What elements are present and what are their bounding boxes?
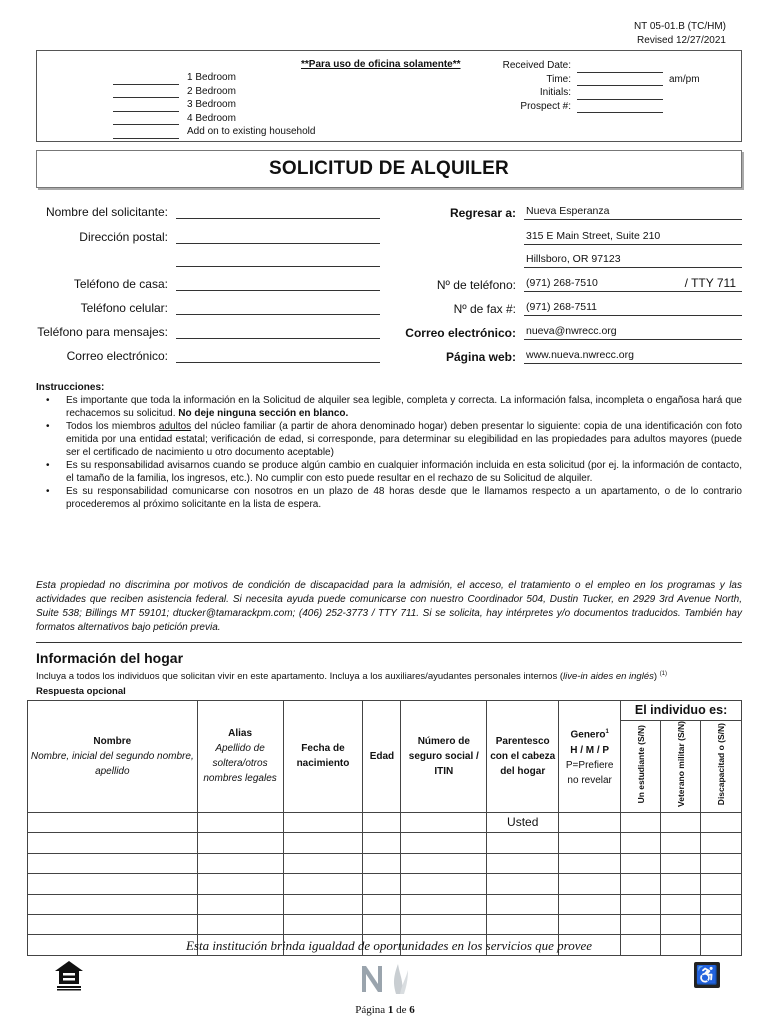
- cell-input[interactable]: [661, 874, 701, 894]
- cell-input[interactable]: [28, 833, 198, 853]
- office-use-label: **Para uso de oficina solamente**: [301, 59, 461, 70]
- table-row: [28, 894, 742, 914]
- table-row: [28, 853, 742, 873]
- household-description: Incluya a todos los individuos que solicitan vivir en este apartamento. Incluya a los auxiliares/ayudantes personales internos (live-in aides en inglés) $^{(1)}$: [36, 671, 668, 683]
- cell-input[interactable]: [701, 833, 742, 853]
- cell-input[interactable]: [621, 894, 661, 914]
- room-blank[interactable]: [113, 87, 179, 98]
- return-web: www.nueva.nwrecc.org: [524, 347, 742, 364]
- household-rows: [28, 812, 742, 955]
- individual-header: El individuo es:: [621, 701, 742, 721]
- room-option: 2 Bedroom: [113, 85, 315, 99]
- return-fax: (971) 268-7511: [524, 299, 742, 316]
- table-row: [28, 812, 742, 832]
- col-relationship: Parentesco con el cabeza del hogar: [487, 701, 559, 813]
- cell-input[interactable]: [487, 874, 559, 894]
- cell-input[interactable]: [661, 894, 701, 914]
- cell-input[interactable]: [401, 874, 487, 894]
- col-alias: Alias Apellido de soltera/otros nombres legales: [197, 701, 283, 813]
- return-org: Nueva Esperanza: [524, 203, 742, 220]
- cell-input[interactable]: [621, 914, 661, 934]
- cell-input[interactable]: [28, 812, 198, 832]
- equal-housing-icon: [52, 958, 86, 992]
- col-name: Nombre Nombre, inicial del segundo nombre, apellido: [28, 701, 198, 813]
- applicant-name-row: Nombre del solicitante:: [36, 204, 380, 219]
- prospect-field[interactable]: [577, 102, 663, 113]
- cell-input[interactable]: [283, 812, 363, 832]
- cell-input[interactable]: [661, 812, 701, 832]
- col-ssn: Número de seguro social / ITIN: [401, 701, 487, 813]
- return-city-row: [390, 251, 742, 268]
- cell-input[interactable]: [28, 853, 198, 873]
- return-email-row: Correo electrónico: nueva@nwrecc.org: [390, 323, 742, 340]
- cell-input[interactable]: [401, 812, 487, 832]
- room-option: Add on to existing household: [113, 125, 315, 139]
- cell-input[interactable]: [559, 914, 621, 934]
- instructions: [36, 381, 742, 511]
- nondiscrimination-statement: Esta propiedad no discrimina por motivos de condición de discapacidad para la admisión, el acceso, el tratamiento o el empleo en los programas y las actividades que reciben asistencia federal. Si necesita ayuda puede comunicarse con nuestro Coordinador 504, Dustin Tucker, en 2929 3rd Avenue North, Suite 538; Billings MT 59101; dtucker@tamarackpm.com; (406) 252-3773 / TTY 711. Si se solicita, hay intérpretes y/o documentos traducidos. También hay formatos alternativos bajo petición previa.: [36, 580, 742, 633]
- cell-input[interactable]: [401, 853, 487, 873]
- cell-input[interactable]: [283, 853, 363, 873]
- col-dob: Fecha de nacimiento: [283, 701, 363, 813]
- equal-opportunity-statement: Esta institución brinda igualdad de oportunidades en los servicios que provee: [185, 938, 593, 953]
- return-to-row: Regresar a: Nueva Esperanza: [390, 203, 742, 220]
- return-city: Hillsboro, OR 97123: [524, 251, 742, 268]
- optional-note: Respuesta opcional: [36, 686, 126, 697]
- cell-input[interactable]: [621, 812, 661, 832]
- cell-input[interactable]: [283, 833, 363, 853]
- cell-input[interactable]: [197, 812, 283, 832]
- table-row: [28, 833, 742, 853]
- room-option: 1 Bedroom: [113, 71, 315, 85]
- room-option: 3 Bedroom: [113, 98, 315, 112]
- cell-input[interactable]: [401, 833, 487, 853]
- cell-input[interactable]: [363, 812, 401, 832]
- email-row: Correo electrónico:: [36, 348, 380, 363]
- title-bar: [36, 150, 742, 188]
- instruction-item: • Es importante que toda la información en la Solicitud de alquiler sea legible, completa y correcta. La información falsa, incompleta o engañosa hará que rechacemos su solicitud. No deje ninguna sección en blanco.: [66, 394, 742, 420]
- address-field-2[interactable]: [176, 252, 380, 267]
- return-web-row: Página web: www.nueva.nwrecc.org: [390, 347, 742, 364]
- table-row: [28, 874, 742, 894]
- room-blank[interactable]: [113, 74, 179, 85]
- revision-date: Revised 12/27/2021: [637, 35, 726, 46]
- cell-input[interactable]: [701, 853, 742, 873]
- instructions-list: [36, 394, 742, 511]
- home-phone-field[interactable]: [176, 276, 380, 291]
- message-phone-field[interactable]: [176, 324, 380, 339]
- cell-input[interactable]: [197, 853, 283, 873]
- cell-input[interactable]: [559, 894, 621, 914]
- room-options: [113, 71, 315, 139]
- instruction-item: • Es su responsabilidad avisarnos cuando se produce algún cambio en cualquier información incluida en esta solicitud (por ej. la información de contacto, el tamaño de la familia, los ingresos, etc.). No cumplir con esto puede resultar en el rechazo de su Solicitud de alquiler.: [66, 459, 742, 485]
- cell-input[interactable]: [701, 874, 742, 894]
- household-title: Información del hogar: [36, 650, 184, 666]
- cell-input[interactable]: [621, 853, 661, 873]
- document-code: NT 05-01.B (TC/HM): [633, 21, 726, 32]
- cell-phone-row: Teléfono celular:: [36, 300, 380, 315]
- cell-input[interactable]: [559, 812, 621, 832]
- cell-input[interactable]: [197, 874, 283, 894]
- tty-label: / TTY 711: [684, 276, 736, 290]
- return-email: nueva@nwrecc.org: [524, 323, 742, 340]
- col-gender: Genero$^1$ H / M / P P=Prefiere no revelar: [559, 701, 621, 813]
- divider: [36, 642, 742, 643]
- relationship-self: Usted: [487, 812, 559, 832]
- cell-input[interactable]: [363, 833, 401, 853]
- company-logo-icon: [356, 958, 414, 998]
- email-field[interactable]: [176, 348, 380, 363]
- time-field[interactable]: [577, 75, 663, 86]
- cell-input[interactable]: [559, 874, 621, 894]
- cell-input[interactable]: [487, 914, 559, 934]
- cell-input[interactable]: [283, 914, 363, 934]
- cell-input[interactable]: [283, 874, 363, 894]
- home-phone-row: Teléfono de casa:: [36, 276, 380, 291]
- cell-input[interactable]: [487, 894, 559, 914]
- instruction-item: • Es su responsabilidad comunicarse con nosotros en un plazo de 48 horas desde que le llamamos respecto a un apartamento, o de lo contrario procederemos al próximo solicitante en la lista de espera.: [66, 485, 742, 511]
- cell-input[interactable]: [559, 833, 621, 853]
- cell-input[interactable]: [283, 894, 363, 914]
- message-phone-row: Teléfono para mensajes:: [36, 324, 380, 339]
- initials-field[interactable]: [577, 89, 663, 100]
- return-street: 315 E Main Street, Suite 210: [524, 228, 742, 245]
- cell-input[interactable]: [621, 833, 661, 853]
- cell-input[interactable]: [661, 833, 701, 853]
- room-option: 4 Bedroom: [113, 112, 315, 126]
- cell-phone-field[interactable]: [176, 300, 380, 315]
- room-blank[interactable]: [113, 114, 179, 125]
- cell-input[interactable]: [363, 874, 401, 894]
- return-phone: (971) 268-7510 / TTY 711: [524, 275, 742, 292]
- applicant-name-field[interactable]: [176, 204, 380, 219]
- office-use-box: [36, 50, 742, 142]
- col-disability: Discapacitad o (S/N): [701, 721, 742, 813]
- cell-input[interactable]: [401, 914, 487, 934]
- cell-input[interactable]: [363, 853, 401, 873]
- return-fax-row: Nº de fax #: (971) 268-7511: [390, 299, 742, 316]
- room-blank[interactable]: [113, 128, 179, 139]
- wheelchair-accessible-icon: ♿: [694, 962, 720, 988]
- address-row-2: [36, 252, 380, 267]
- address-field-1[interactable]: [176, 229, 380, 244]
- received-fields: Received Date: Time: am/pm Initials: Prospect #:: [502, 60, 700, 112]
- cell-input[interactable]: [197, 914, 283, 934]
- instructions-heading: Instrucciones:: [36, 382, 105, 393]
- household-table: [27, 700, 742, 956]
- cell-input[interactable]: [28, 894, 198, 914]
- cell-input[interactable]: [487, 833, 559, 853]
- cell-input[interactable]: [401, 894, 487, 914]
- cell-input[interactable]: [197, 894, 283, 914]
- cell-input[interactable]: [621, 874, 661, 894]
- received-date-field[interactable]: [577, 62, 663, 73]
- address-row: Dirección postal:: [36, 229, 380, 244]
- instruction-item: • Todos los miembros adultos del núcleo familiar (a partir de ahora denominado hogar) deben presentar lo siguiente: copia de una identificación con foto emitida por una entidad estatal; verificación de edad, si corresponde, para determinar su elegibilidad en las propiedades para adultos mayores (puede ser el certificado de nacimiento u otro documento aceptable): [66, 420, 742, 459]
- col-student: Un estudiante (S/N): [621, 721, 661, 813]
- cell-input[interactable]: [661, 853, 701, 873]
- cell-input[interactable]: [363, 894, 401, 914]
- cell-input[interactable]: [487, 853, 559, 873]
- return-street-row: [390, 228, 742, 245]
- return-phone-row: Nº de teléfono: (971) 268-7510 / TTY 711: [390, 275, 742, 292]
- document-id: [634, 20, 726, 48]
- cell-input[interactable]: [701, 914, 742, 934]
- cell-input[interactable]: [661, 914, 701, 934]
- col-age: Edad: [363, 701, 401, 813]
- cell-input[interactable]: [363, 914, 401, 934]
- room-blank[interactable]: [113, 101, 179, 112]
- page-title: SOLICITUD DE ALQUILER: [269, 158, 509, 179]
- cell-input[interactable]: [28, 874, 198, 894]
- cell-input[interactable]: [559, 853, 621, 873]
- cell-input[interactable]: [197, 833, 283, 853]
- table-row: [28, 914, 742, 934]
- page-number: Página 1 de 6: [355, 1004, 415, 1016]
- cell-input[interactable]: [701, 812, 742, 832]
- col-veteran: Veterano militar (S/N): [661, 721, 701, 813]
- cell-input[interactable]: [701, 894, 742, 914]
- cell-input[interactable]: [28, 914, 198, 934]
